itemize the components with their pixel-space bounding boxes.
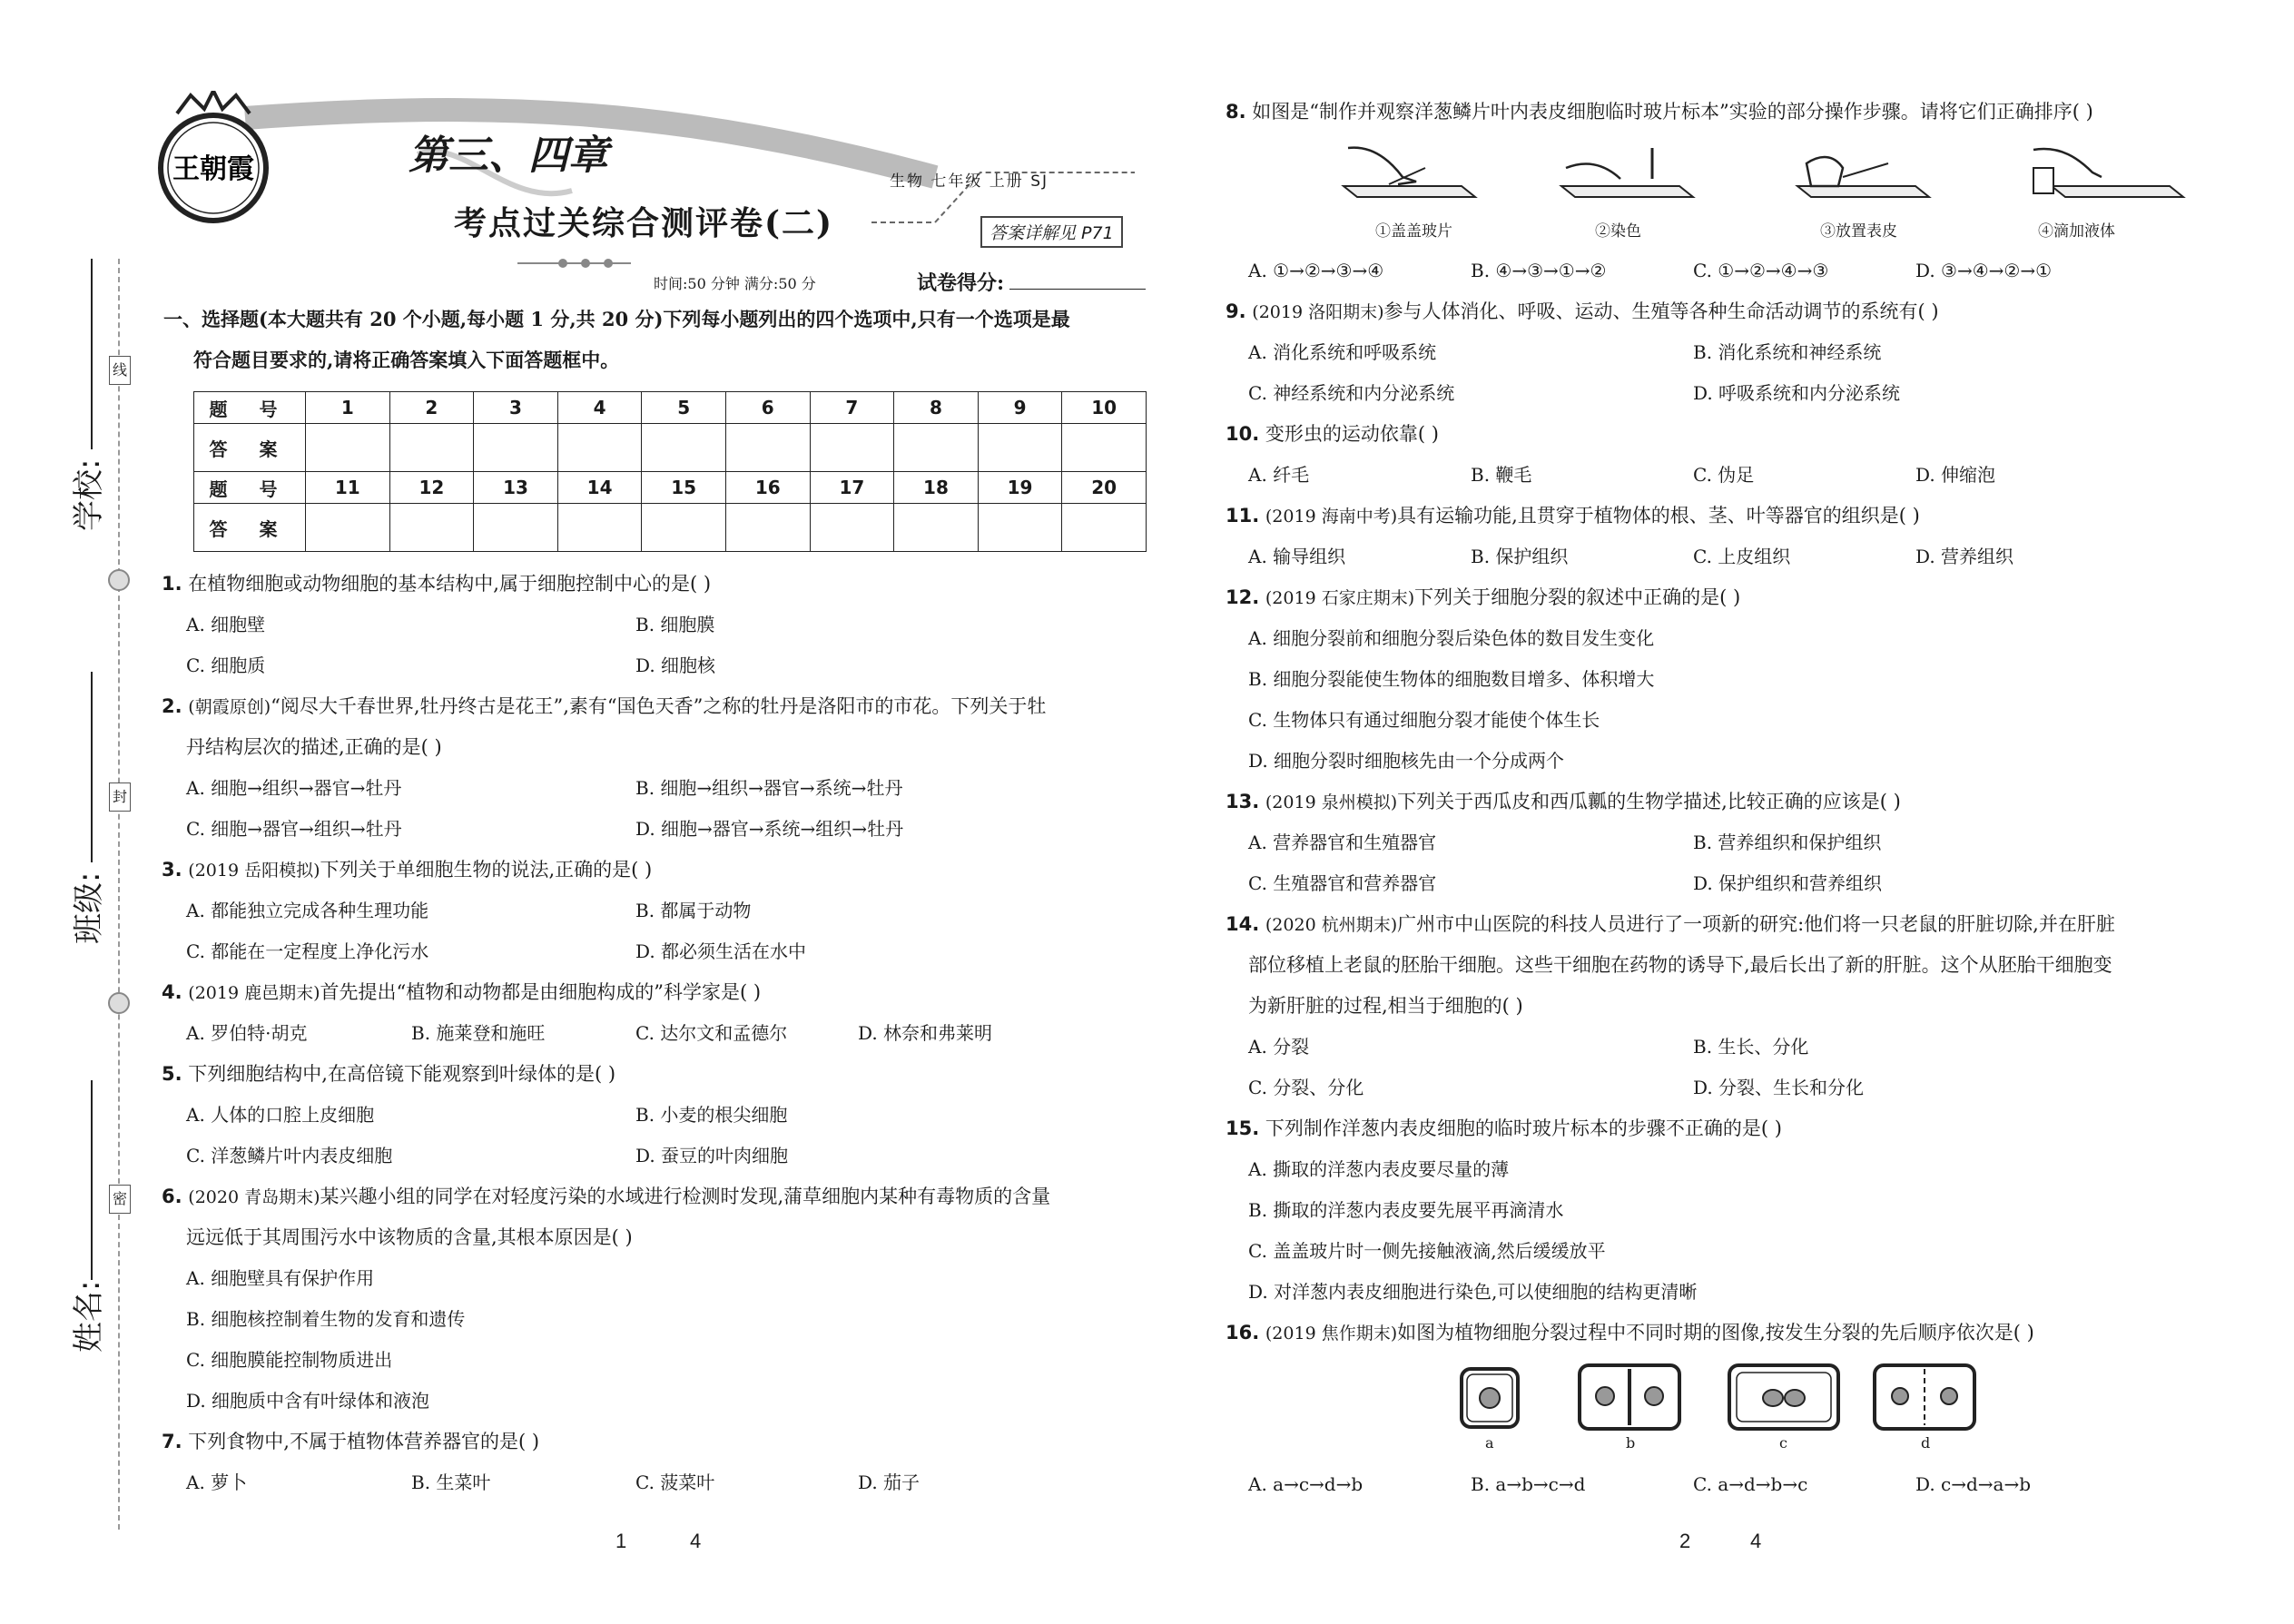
seal-char: 封 [109, 782, 131, 812]
question-number: 13. [1226, 791, 1260, 812]
option[interactable]: D. 细胞→器官→系统→组织→牡丹 [635, 818, 904, 840]
table-cell: 5 [642, 392, 726, 424]
option[interactable]: A. 细胞→组织→器官→牡丹 [186, 777, 402, 799]
option[interactable]: D. 茄子 [858, 1471, 921, 1493]
question-number: 8. [1226, 101, 1246, 123]
answer-cell[interactable] [894, 504, 979, 552]
answer-cell[interactable] [810, 424, 894, 472]
binding-hole-icon [108, 992, 130, 1014]
question-source: (2019 石家庄期末) [1265, 588, 1415, 608]
binding-hole-icon [108, 569, 130, 591]
step-place-epidermis-icon [1797, 157, 1929, 197]
page-number: 1 [615, 1530, 627, 1552]
option[interactable]: B. 撕取的洋葱内表皮要先展平再滴清水 [1248, 1199, 1564, 1221]
option[interactable]: D. 对洋葱内表皮细胞进行染色,可以使细胞的结构更清晰 [1248, 1281, 1698, 1303]
option[interactable]: C. 分裂、分化 [1248, 1077, 1364, 1098]
question-text-cont: 为新肝脏的过程,相当于细胞的( ) [1248, 995, 1523, 1017]
answer-table [193, 391, 1147, 552]
answer-cell[interactable] [389, 424, 474, 472]
question-text: 如图为植物细胞分裂过程中不同时期的图像,按发生分裂的先后顺序依次是( ) [1397, 1322, 2034, 1343]
table-header: 答 案 [194, 424, 306, 472]
answer-cell[interactable] [978, 424, 1062, 472]
option[interactable]: B. a→b→c→d [1471, 1473, 1586, 1495]
option[interactable]: D. 伸缩泡 [1915, 464, 1996, 486]
table-cell: 18 [894, 472, 979, 504]
table-cell: 14 [557, 472, 642, 504]
step-drop-liquid-icon [2033, 149, 2183, 197]
table-cell: 4 [557, 392, 642, 424]
figure-label: b [1626, 1434, 1636, 1452]
option[interactable]: B. 保护组织 [1471, 546, 1569, 567]
answer-cell[interactable] [474, 424, 558, 472]
option[interactable]: D. 蚕豆的叶肉细胞 [635, 1145, 789, 1166]
question [1226, 584, 1740, 612]
question-text: 下列关于西瓜皮和西瓜瓤的生物学描述,比较正确的应该是( ) [1397, 791, 1901, 812]
answer-cell[interactable] [474, 504, 558, 552]
table-cell: 17 [810, 472, 894, 504]
option[interactable]: C. 菠菜叶 [635, 1471, 715, 1493]
question [1226, 98, 2093, 125]
option[interactable]: B. 消化系统和神经系统 [1693, 341, 1882, 363]
question-text: 如图是“制作并观察洋葱鳞片叶内表皮细胞临时玻片标本”实验的部分操作步骤。请将它们正确排序( ) [1252, 101, 2093, 123]
class-label: 班级: [71, 871, 107, 944]
question [162, 1183, 1050, 1211]
question-number: 11. [1226, 505, 1260, 527]
option[interactable]: A. a→c→d→b [1248, 1473, 1364, 1495]
question [162, 856, 652, 884]
table-cell: 9 [978, 392, 1062, 424]
option[interactable]: D. 林奈和弗莱明 [858, 1022, 993, 1044]
option[interactable]: A. 纤毛 [1248, 464, 1310, 486]
question-number: 10. [1226, 423, 1260, 445]
question-number: 4. [162, 981, 182, 1003]
question-text-cont: 远远低于其周围污水中该物质的含量,其根本原因是( ) [186, 1226, 633, 1248]
question-source: (2019 鹿邑期末) [188, 983, 320, 1003]
question-number: 6. [162, 1186, 182, 1207]
option[interactable]: C. ①→②→④→③ [1693, 260, 1829, 281]
answer-reference: 答案详解见 P71 [980, 216, 1123, 248]
page-total: 4 [690, 1530, 702, 1552]
question [1226, 420, 1439, 448]
question-number: 12. [1226, 586, 1260, 608]
table-cell: 11 [306, 472, 390, 504]
option[interactable]: C. 细胞→器官→组织→牡丹 [186, 818, 402, 840]
option[interactable]: D. c→d→a→b [1915, 1473, 2032, 1495]
question-source: (2020 青岛期末) [188, 1187, 320, 1207]
seal-char: 线 [109, 356, 131, 385]
name-label: 姓名: [71, 1280, 107, 1353]
option[interactable]: C. 生殖器官和营养器官 [1248, 872, 1437, 894]
table-row [194, 472, 1147, 504]
option[interactable]: C. 上皮组织 [1693, 546, 1791, 567]
option[interactable]: B. 施莱登和施旺 [411, 1022, 546, 1044]
question-text: 下列细胞结构中,在高倍镜下能观察到叶绿体的是( ) [188, 1063, 616, 1085]
answer-cell[interactable] [557, 504, 642, 552]
option[interactable]: A. 细胞分裂前和细胞分裂后染色体的数目发生变化 [1248, 627, 1655, 649]
question [162, 979, 761, 1007]
question-text: 在植物细胞或动物细胞的基本结构中,属于细胞控制中心的是( ) [188, 573, 712, 595]
subject-tag: 生物 七年级 上册 SJ [890, 172, 1049, 191]
question-text: 广州市中山医院的科技人员进行了一项新的研究:他们将一只老鼠的肝脏切除,并在肝脏 [1397, 913, 2115, 935]
question-source: (2019 洛阳期末) [1252, 302, 1384, 322]
figure-label: ①盖盖玻片 [1375, 222, 1452, 241]
option[interactable]: A. 输导组织 [1248, 546, 1346, 567]
question [162, 570, 711, 597]
procedure-figure [1334, 141, 2206, 209]
option[interactable]: D. ③→④→②→① [1915, 260, 2053, 281]
option[interactable]: B. ④→③→①→② [1471, 260, 1607, 281]
answer-cell[interactable] [642, 424, 726, 472]
option[interactable]: D. 分裂、生长和分化 [1693, 1077, 1865, 1098]
question-source: (朝霞原创) [188, 697, 271, 717]
figure-label: c [1779, 1434, 1787, 1452]
figure-label: ③放置表皮 [1820, 222, 1897, 241]
cell-d-icon [1875, 1365, 1974, 1429]
option[interactable]: B. 都属于动物 [635, 900, 752, 921]
question-number: 5. [162, 1063, 182, 1085]
option[interactable]: A. 萝卜 [186, 1471, 248, 1493]
option[interactable]: C. 达尔文和孟德尔 [635, 1022, 788, 1044]
question-text: 某兴趣小组的同学在对轻度污染的水域进行检测时发现,蒲草细胞内某种有毒物质的含量 [320, 1186, 1051, 1207]
table-cell: 6 [725, 392, 810, 424]
table-cell: 2 [389, 392, 474, 424]
option[interactable]: B. 细胞→组织→器官→系统→牡丹 [635, 777, 903, 799]
option[interactable]: B. 鞭毛 [1471, 464, 1532, 486]
question-number: 16. [1226, 1322, 1260, 1343]
question-text-cont: 部位移植上老鼠的胚胎干细胞。这些干细胞在药物的诱导下,最后长出了新的肝脏。这个从胚胎干细胞变 [1248, 954, 2112, 976]
answer-cell[interactable] [306, 424, 390, 472]
option[interactable]: C. 细胞膜能控制物质进出 [186, 1349, 393, 1371]
question-source: (2019 岳阳模拟) [188, 861, 320, 881]
figure-label: ②染色 [1595, 222, 1641, 241]
question-number: 7. [162, 1431, 182, 1452]
answer-cell[interactable] [642, 504, 726, 552]
question [162, 1060, 615, 1088]
option[interactable]: A. 营养器官和生殖器官 [1248, 832, 1437, 853]
table-cell: 8 [894, 392, 979, 424]
option[interactable]: D. 呼吸系统和内分泌系统 [1693, 382, 1901, 404]
section-instruction-cont: 符合题目要求的,请将正确答案填入下面答题框中。 [193, 349, 620, 371]
question [162, 693, 1046, 721]
option[interactable]: A. ①→②→③→④ [1248, 260, 1384, 281]
table-header: 题 号 [194, 472, 306, 504]
exam-title: 考点过关综合测评卷(二) [454, 204, 834, 242]
question-source: (2019 焦作期末) [1265, 1324, 1398, 1343]
table-cell: 20 [1062, 472, 1147, 504]
answer-cell[interactable] [725, 424, 810, 472]
option[interactable]: C. 都能在一定程度上净化污水 [186, 940, 429, 962]
step-staining-icon [1561, 148, 1693, 197]
table-cell: 12 [389, 472, 474, 504]
option[interactable]: B. 营养组织和保护组织 [1693, 832, 1882, 853]
option[interactable]: D. 营养组织 [1915, 546, 2014, 567]
option[interactable]: C. 细胞质 [186, 655, 266, 676]
option[interactable]: D. 细胞分裂时细胞核先由一个分成两个 [1248, 750, 1565, 772]
answer-cell[interactable] [894, 424, 979, 472]
table-cell: 13 [474, 472, 558, 504]
question [162, 1428, 539, 1455]
question-text: 下列食物中,不属于植物体营养器官的是( ) [188, 1431, 540, 1452]
question-number: 14. [1226, 913, 1260, 935]
cell-a-icon [1462, 1369, 1518, 1427]
name-field[interactable] [91, 1080, 93, 1280]
option[interactable]: C. a→d→b→c [1693, 1473, 1808, 1495]
option[interactable]: B. 细胞分裂能使生物体的细胞数目增多、体积增大 [1248, 668, 1655, 690]
table-header: 题 号 [194, 392, 306, 424]
table-cell: 7 [810, 392, 894, 424]
table-row [194, 504, 1147, 552]
option[interactable]: C. 盖盖玻片时一侧先接触液滴,然后缓缓放平 [1248, 1240, 1606, 1262]
table-header: 答 案 [194, 504, 306, 552]
figure-label: d [1921, 1434, 1931, 1452]
question-text: 变形虫的运动依靠( ) [1265, 423, 1439, 445]
answer-cell[interactable] [978, 504, 1062, 552]
option[interactable]: D. 都必须生活在水中 [635, 940, 807, 962]
cell-b-icon [1580, 1365, 1679, 1429]
table-row [194, 392, 1147, 424]
answer-cell[interactable] [306, 504, 390, 552]
answer-cell[interactable] [1062, 504, 1147, 552]
class-field[interactable] [91, 672, 93, 862]
answer-cell[interactable] [1062, 424, 1147, 472]
section-instruction: 一、选择题(本大题共有 20 个小题,每小题 1 分,共 20 分)下列每小题列出的四个选项中,只有一个选项是最 [163, 308, 1070, 330]
option[interactable]: A. 都能独立完成各种生理功能 [186, 900, 429, 921]
step-cover-slip-icon [1344, 148, 1475, 197]
table-cell: 15 [642, 472, 726, 504]
option[interactable]: C. 生物体只有通过细胞分裂才能使个体生长 [1248, 709, 1600, 731]
option[interactable]: B. 细胞膜 [635, 614, 715, 635]
option[interactable]: C. 伪足 [1693, 464, 1755, 486]
question [1226, 1115, 1782, 1142]
answer-cell[interactable] [557, 424, 642, 472]
question-text: 下列关于单细胞生物的说法,正确的是( ) [320, 859, 653, 881]
question-text: 下列关于细胞分裂的叙述中正确的是( ) [1414, 586, 1741, 608]
question-text: 具有运输功能,且贯穿于植物体的根、茎、叶等器官的组织是( ) [1397, 505, 1920, 527]
option[interactable]: C. 神经系统和内分泌系统 [1248, 382, 1455, 404]
page-number: 2 [1679, 1530, 1691, 1552]
question-text: 下列制作洋葱内表皮细胞的临时玻片标本的步骤不正确的是( ) [1265, 1117, 1782, 1139]
cell-c-icon [1729, 1365, 1838, 1429]
question [1226, 910, 2115, 939]
option[interactable]: A. 细胞壁具有保护作用 [186, 1267, 375, 1289]
question-text: 首先提出“植物和动物都是由细胞构成的”科学家是( ) [320, 981, 762, 1003]
option[interactable]: A. 人体的口腔上皮细胞 [186, 1104, 375, 1126]
question-number: 3. [162, 859, 182, 881]
chapter-title: 第三、四章 [409, 133, 608, 179]
answer-cell[interactable] [389, 504, 474, 552]
question-source: (2019 海南中考) [1265, 507, 1398, 527]
page-total: 4 [1750, 1530, 1762, 1552]
question-number: 9. [1226, 300, 1246, 322]
option[interactable]: D. 保护组织和营养组织 [1693, 872, 1883, 894]
school-field[interactable] [91, 259, 93, 449]
question-number: 15. [1226, 1117, 1260, 1139]
option[interactable]: A. 分裂 [1248, 1036, 1310, 1058]
cell-division-figure [1452, 1362, 1979, 1434]
figure-label: a [1485, 1434, 1494, 1452]
answer-cell[interactable] [810, 504, 894, 552]
table-cell: 3 [474, 392, 558, 424]
table-cell: 1 [306, 392, 390, 424]
question [1226, 502, 1920, 530]
option[interactable]: B. 细胞核控制着生物的发育和遗传 [186, 1308, 466, 1330]
question [1226, 788, 1901, 816]
school-label: 学校: [71, 458, 107, 531]
option[interactable]: D. 细胞核 [635, 655, 716, 676]
option[interactable]: A. 细胞壁 [186, 614, 266, 635]
table-cell: 16 [725, 472, 810, 504]
table-row [194, 424, 1147, 472]
binding-line [118, 259, 120, 1530]
option[interactable]: C. 洋葱鳞片叶内表皮细胞 [186, 1145, 393, 1166]
exam-meta: 时间:50 分钟 满分:50 分 [654, 275, 816, 292]
option[interactable]: D. 细胞质中含有叶绿体和液泡 [186, 1390, 430, 1412]
option[interactable]: A. 消化系统和呼吸系统 [1248, 341, 1437, 363]
logo-seal-icon [154, 91, 272, 227]
option[interactable]: B. 生菜叶 [411, 1471, 491, 1493]
option[interactable]: B. 小麦的根尖细胞 [635, 1104, 788, 1126]
question-number: 2. [162, 695, 182, 717]
table-cell: 10 [1062, 392, 1147, 424]
option[interactable]: A. 撕取的洋葱内表皮要尽量的薄 [1248, 1158, 1510, 1180]
question-source: (2019 泉州模拟) [1265, 792, 1398, 812]
option[interactable]: A. 罗伯特·胡克 [186, 1022, 308, 1044]
score-field[interactable] [1009, 289, 1146, 290]
question [1226, 1319, 2034, 1347]
score-label: 试卷得分: [917, 271, 1005, 295]
question-source: (2020 杭州期末) [1265, 915, 1398, 935]
question [1226, 298, 1939, 326]
figure-label: ④滴加液体 [2038, 222, 2115, 241]
option[interactable]: B. 生长、分化 [1693, 1036, 1809, 1058]
question-text: 参与人体消化、呼吸、运动、生殖等各种生命活动调节的系统有( ) [1383, 300, 1939, 322]
svg-text:王朝霞: 王朝霞 [172, 153, 254, 185]
question-number: 1. [162, 573, 182, 595]
table-cell: 19 [978, 472, 1062, 504]
answer-cell[interactable] [725, 504, 810, 552]
question-text-cont: 丹结构层次的描述,正确的是( ) [186, 736, 442, 758]
question-text: “阅尽大千春世界,牡丹终古是花王”,素有“国色天香”之称的牡丹是洛阳市的市花。下列关于牡 [271, 695, 1047, 717]
seal-char: 密 [109, 1185, 131, 1214]
